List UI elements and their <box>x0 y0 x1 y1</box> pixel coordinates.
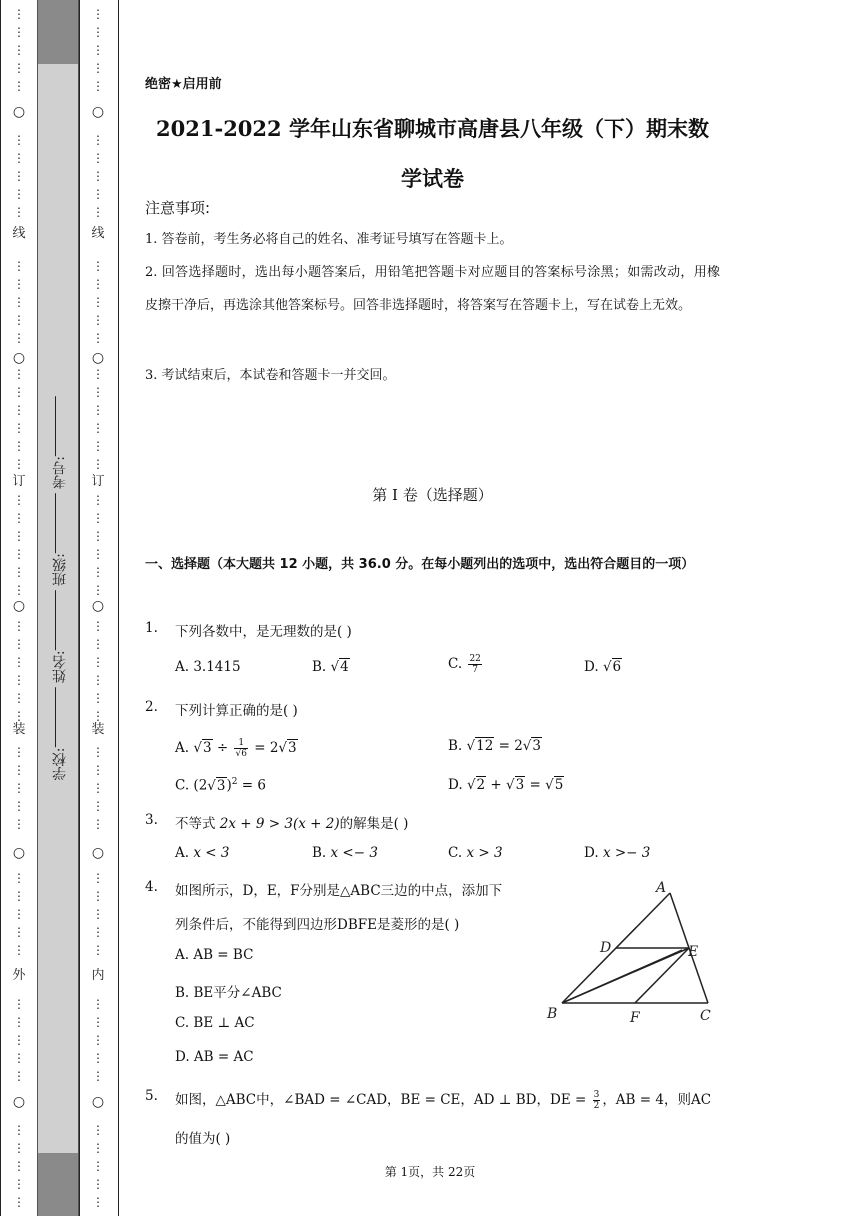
circle-mark: ○ <box>91 350 105 366</box>
dot-mark: ⋮ <box>13 799 25 813</box>
notice-item-2: 2. 回答选择题时，选出每小题答案后，用铅笔把答题卡对应题目的答案标号涂黑；如需改动，用橡皮擦干净后，再选涂其他答案标号。回答非选择题时，将答案写在答题卡上，写在试卷上无效。 <box>145 265 720 313</box>
dot-mark: ⋮ <box>92 547 104 561</box>
section-title: 第 I 卷（选择题） <box>372 486 493 504</box>
dot-mark: ⋮ <box>92 637 104 651</box>
dot-mark: ⋮ <box>13 583 25 597</box>
dot-mark: ⋮ <box>92 169 104 183</box>
dot-mark: ⋮ <box>92 151 104 165</box>
dot-mark: ⋮ <box>92 331 104 345</box>
dot-mark: ⋮ <box>92 655 104 669</box>
question-text-line-1: 如图，△ABC中，∠BAD = ∠CAD，BE = CE，AD ⊥ BD，DE = $\frac{3}{2}$ ，AB = 4，则AC <box>175 1090 712 1111</box>
dot-mark: ⋮ <box>13 313 25 327</box>
dot-mark: ⋮ <box>13 205 25 219</box>
dot-mark: ⋮ <box>92 439 104 453</box>
dot-mark: ⋮ <box>13 1141 25 1155</box>
q3-option-b: B. x <− 3 <box>312 845 378 861</box>
notice-item-1: 1. 答卷前，考生务必将自己的姓名、准考证号填写在答题卡上。 <box>145 232 513 247</box>
question-text: 不等式 2x + 9 > 3(x + 2)的解集是( ) <box>175 816 409 832</box>
circle-mark: ○ <box>12 598 26 614</box>
title-line-2: 学试卷 <box>401 166 464 191</box>
dot-mark: ⋮ <box>13 871 25 885</box>
binding-glyph: 内 <box>91 968 105 983</box>
q2-option-c: C. $(2√3)^2 = 6$ <box>175 777 266 794</box>
class-label: 班级: <box>52 553 68 586</box>
dot-mark: ⋮ <box>92 871 104 885</box>
q1-option-a: A. 3.1415 <box>175 659 241 675</box>
dot-mark: ⋮ <box>92 565 104 579</box>
binding-gray-strip <box>37 0 79 1216</box>
q4-option-d: D. AB = AC <box>175 1049 254 1065</box>
dot-mark: ⋮ <box>92 763 104 777</box>
label-a: A <box>656 880 667 896</box>
circle-mark: ○ <box>91 104 105 120</box>
dot-mark: ⋮ <box>13 1123 25 1137</box>
dot-mark: ⋮ <box>13 493 25 507</box>
circle-mark: ○ <box>91 845 105 861</box>
circle-mark: ○ <box>91 1094 105 1110</box>
question-text: 下列各数中，是无理数的是( ) <box>175 624 352 640</box>
name-label: 姓名: <box>52 650 68 684</box>
q4-option-a: A. AB = BC <box>175 947 254 963</box>
dot-mark: ⋮ <box>92 61 104 75</box>
dot-mark: ⋮ <box>92 421 104 435</box>
label-e: E <box>688 944 699 960</box>
label-d: D <box>600 940 612 956</box>
dot-mark: ⋮ <box>13 277 25 291</box>
label-c: C <box>700 1008 711 1024</box>
question-number: 2. <box>145 699 158 715</box>
inner-dotted-line <box>88 0 108 1216</box>
dot-mark: ⋮ <box>13 673 25 687</box>
question-number: 4. <box>145 879 158 895</box>
dot-mark: ⋮ <box>13 331 25 345</box>
dot-mark: ⋮ <box>13 25 25 39</box>
dot-mark: ⋮ <box>13 1159 25 1173</box>
dot-mark: ⋮ <box>92 1159 104 1173</box>
dot-mark: ⋮ <box>13 565 25 579</box>
dot-mark: ⋮ <box>13 421 25 435</box>
dot-mark: ⋮ <box>13 709 25 723</box>
dot-mark: ⋮ <box>13 763 25 777</box>
dot-mark: ⋮ <box>13 1069 25 1083</box>
q3-option-a: A. x < 3 <box>175 845 230 861</box>
dot-mark: ⋮ <box>13 655 25 669</box>
dot-mark: ⋮ <box>92 1177 104 1191</box>
dot-mark: ⋮ <box>92 943 104 957</box>
dot-mark: ⋮ <box>92 1033 104 1047</box>
dot-mark: ⋮ <box>92 133 104 147</box>
binding-glyph: 装 <box>12 722 26 737</box>
dot-mark: ⋮ <box>13 1051 25 1065</box>
dot-mark: ⋮ <box>92 781 104 795</box>
q2-option-a: A. √3 ÷ $\frac{1}{√6}$ = 2√3 <box>175 738 297 759</box>
question-text-line-1: 如图所示，D，E，F分别是△ABC三边的中点，添加下 <box>175 883 503 899</box>
segment-ef <box>635 948 689 1003</box>
dot-mark: ⋮ <box>92 1051 104 1065</box>
dot-mark: ⋮ <box>13 997 25 1011</box>
page-footer: 第 1页，共 22页 <box>384 1165 476 1179</box>
dot-mark: ⋮ <box>13 1015 25 1029</box>
dot-mark: ⋮ <box>92 709 104 723</box>
dot-mark: ⋮ <box>92 799 104 813</box>
q1-option-d: D. √6 <box>584 659 622 675</box>
dot-mark: ⋮ <box>13 529 25 543</box>
dot-mark: ⋮ <box>92 1195 104 1209</box>
dot-mark: ⋮ <box>92 1141 104 1155</box>
dot-mark: ⋮ <box>13 817 25 831</box>
notice-heading: 注意事项: <box>145 199 211 217</box>
binding-glyph: 线 <box>12 226 26 241</box>
dot-mark: ⋮ <box>13 367 25 381</box>
circle-mark: ○ <box>12 350 26 366</box>
dot-mark: ⋮ <box>13 1033 25 1047</box>
binding-glyph: 线 <box>91 226 105 241</box>
q4-option-b: B. BE平分∠ABC <box>175 985 282 1001</box>
binding-glyph: 装 <box>91 722 105 737</box>
confidential-mark: 绝密★启用前 <box>145 77 222 92</box>
dot-mark: ⋮ <box>13 889 25 903</box>
outer-dotted-line <box>9 0 29 1216</box>
exam-title <box>145 104 720 204</box>
dot-mark: ⋮ <box>13 637 25 651</box>
dot-mark: ⋮ <box>13 943 25 957</box>
dot-mark: ⋮ <box>13 403 25 417</box>
segment-be-extra <box>562 950 682 1003</box>
q3-option-d: D. x >− 3 <box>584 845 651 861</box>
dot-mark: ⋮ <box>92 385 104 399</box>
dot-mark: ⋮ <box>13 61 25 75</box>
dot-mark: ⋮ <box>92 1015 104 1029</box>
q2-option-d: D. √2 + √3 = √5 <box>448 777 564 793</box>
binding-margin-outer <box>0 0 38 1216</box>
q4-option-c: C. BE ⊥ AC <box>175 1015 255 1031</box>
question-number: 5. <box>145 1088 158 1104</box>
circle-mark: ○ <box>12 104 26 120</box>
q1-option-c: C. $\frac{22}{7}$ <box>448 654 481 675</box>
dot-mark: ⋮ <box>13 1195 25 1209</box>
circle-mark: ○ <box>91 598 105 614</box>
dot-mark: ⋮ <box>13 925 25 939</box>
dot-mark: ⋮ <box>92 925 104 939</box>
binding-margin-inner <box>79 0 119 1216</box>
dot-mark: ⋮ <box>92 817 104 831</box>
dot-mark: ⋮ <box>13 7 25 21</box>
dot-mark: ⋮ <box>92 43 104 57</box>
circle-mark: ○ <box>12 845 26 861</box>
dot-mark: ⋮ <box>13 43 25 57</box>
binding-glyph: 订 <box>12 474 26 489</box>
dot-mark: ⋮ <box>13 907 25 921</box>
dot-mark: ⋮ <box>92 7 104 21</box>
notice-item-3: 3. 考试结束后，本试卷和答题卡一并交回。 <box>145 368 396 383</box>
dot-mark: ⋮ <box>13 547 25 561</box>
dot-mark: ⋮ <box>13 1177 25 1191</box>
label-b: B <box>547 1006 558 1022</box>
dot-mark: ⋮ <box>92 1069 104 1083</box>
binding-glyph: 外 <box>12 968 26 983</box>
triangle-figure <box>542 878 728 1026</box>
label-f: F <box>630 1010 640 1026</box>
title-line-1: 2021-2022 学年山东省聊城市高唐县八年级（下）期末数 <box>156 116 709 141</box>
dot-mark: ⋮ <box>92 295 104 309</box>
dot-mark: ⋮ <box>92 583 104 597</box>
dot-mark: ⋮ <box>92 25 104 39</box>
dot-mark: ⋮ <box>92 457 104 471</box>
dot-mark: ⋮ <box>13 691 25 705</box>
dot-mark: ⋮ <box>92 79 104 93</box>
exam-no-label: 考号: <box>52 456 68 489</box>
question-text: 下列计算正确的是( ) <box>175 703 298 719</box>
binding-glyph: 订 <box>91 474 105 489</box>
q3-option-c: C. x > 3 <box>448 845 503 861</box>
dot-mark: ⋮ <box>13 187 25 201</box>
dot-mark: ⋮ <box>13 781 25 795</box>
dot-mark: ⋮ <box>13 133 25 147</box>
dot-mark: ⋮ <box>92 691 104 705</box>
strip-top-block <box>38 0 78 64</box>
dot-mark: ⋮ <box>13 385 25 399</box>
dot-mark: ⋮ <box>92 1123 104 1137</box>
dot-mark: ⋮ <box>92 907 104 921</box>
dot-mark: ⋮ <box>92 187 104 201</box>
dot-mark: ⋮ <box>13 169 25 183</box>
question-number: 1. <box>145 620 158 636</box>
part-heading: 一、选择题（本大题共 12 小题，共 36.0 分。在每小题列出的选项中，选出符合题目的一项） <box>145 557 695 572</box>
dot-mark: ⋮ <box>92 205 104 219</box>
dot-mark: ⋮ <box>13 439 25 453</box>
dot-mark: ⋮ <box>92 277 104 291</box>
dot-mark: ⋮ <box>92 529 104 543</box>
dot-mark: ⋮ <box>92 673 104 687</box>
dot-mark: ⋮ <box>92 259 104 273</box>
dot-mark: ⋮ <box>92 511 104 525</box>
circle-mark: ○ <box>12 1094 26 1110</box>
dot-mark: ⋮ <box>92 889 104 903</box>
dot-mark: ⋮ <box>92 313 104 327</box>
dot-mark: ⋮ <box>13 457 25 471</box>
question-number: 3. <box>145 812 158 828</box>
dot-mark: ⋮ <box>13 745 25 759</box>
dot-mark: ⋮ <box>13 259 25 273</box>
dot-mark: ⋮ <box>92 403 104 417</box>
student-info-fields <box>50 396 70 780</box>
dot-mark: ⋮ <box>92 997 104 1011</box>
dot-mark: ⋮ <box>92 493 104 507</box>
q2-option-b: B. √12 = 2√3 <box>448 738 541 754</box>
school-label: 学校: <box>52 747 68 781</box>
dot-mark: ⋮ <box>13 151 25 165</box>
dot-mark: ⋮ <box>13 619 25 633</box>
dot-mark: ⋮ <box>92 745 104 759</box>
dot-mark: ⋮ <box>13 295 25 309</box>
dot-mark: ⋮ <box>13 511 25 525</box>
dot-mark: ⋮ <box>13 79 25 93</box>
dot-mark: ⋮ <box>92 367 104 381</box>
dot-mark: ⋮ <box>92 619 104 633</box>
q1-option-b: B. √4 <box>312 659 349 675</box>
